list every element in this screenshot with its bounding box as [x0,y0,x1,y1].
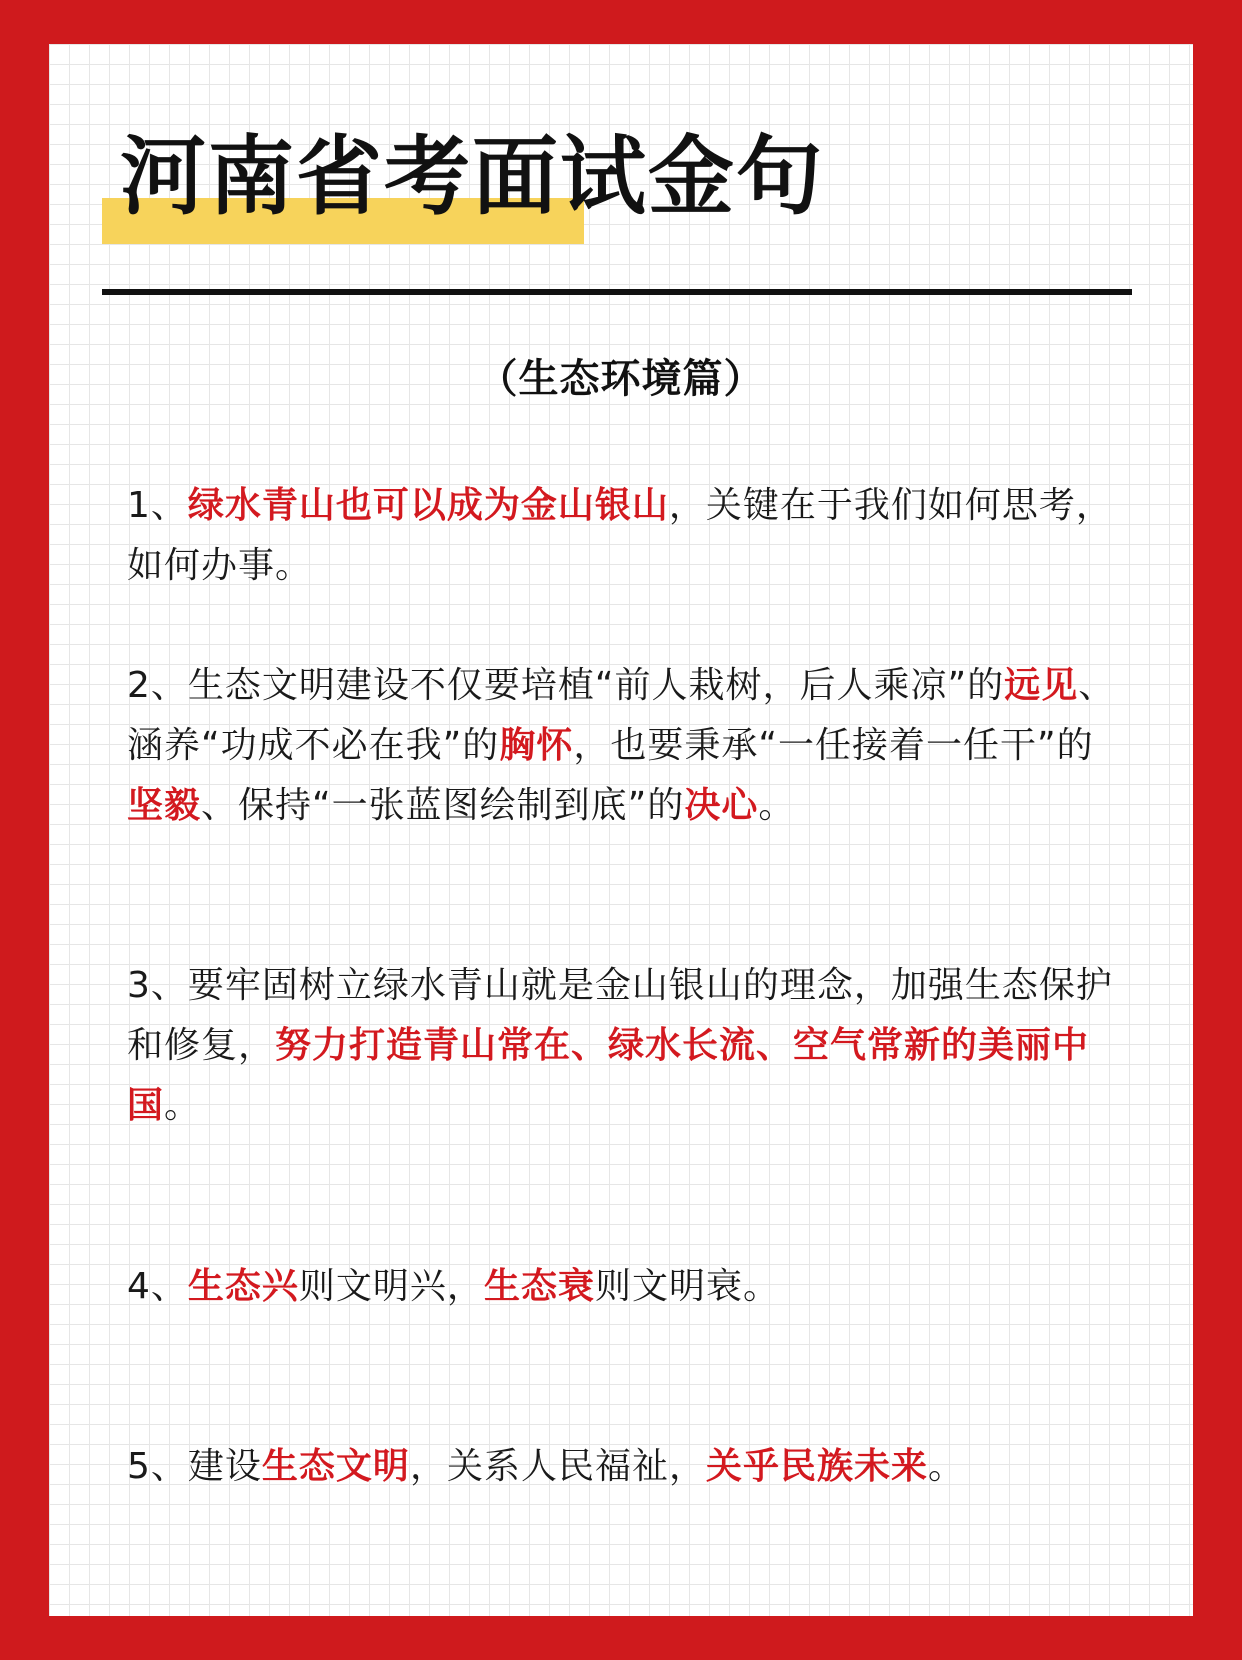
item-text: 建设 [187,1446,262,1487]
item-text: 、保持“一张蓝图绘制到底”的 [201,785,685,826]
highlighted-phrase: 绿水青山也可以成为金山银山 [187,485,669,526]
highlighted-phrase: 努力打造青山常在、绿水长流、空气常新的美丽中国 [127,1025,1090,1126]
item-number: 5、 [127,1446,188,1487]
quote-item-1 [127,476,1127,596]
item-text: 生态文明建设不仅要培植“前人栽树，后人乘凉”的 [187,665,1005,706]
quote-item-2 [127,656,1127,836]
item-text: 、涵养“功成不必在我”的 [127,665,1116,766]
highlighted-phrase: 关乎民族未来 [705,1446,928,1487]
highlighted-phrase: 生态兴 [187,1266,299,1307]
page-title: 河南省考面试金句 [120,127,824,227]
highlighted-phrase: 生态文明 [261,1446,410,1487]
item-number: 1、 [127,485,188,526]
item-text: 则文明兴， [298,1266,484,1307]
highlighted-phrase: 远见 [1004,665,1079,706]
title-block [102,114,1062,254]
item-text: ，关系人民福祉， [409,1446,706,1487]
highlighted-phrase: 胸怀 [499,725,574,766]
page-subtitle: （生态环境篇） [477,356,765,402]
quote-item-3 [127,956,1127,1136]
quote-item-5 [127,1437,1127,1497]
item-text: ，关键在于我们如何思考，如何办事。 [127,485,1113,586]
content-card [49,44,1193,1616]
item-text: ，也要秉承“一任接着一任干”的 [573,725,1094,766]
title-divider [102,289,1132,295]
item-text: 。 [758,785,796,826]
highlighted-phrase: 决心 [684,785,759,826]
item-number: 4、 [127,1266,188,1307]
item-text: 要牢固树立绿水青山就是金山银山的理念，加强生态保护和修复， [127,965,1113,1066]
item-number: 2、 [127,665,188,706]
highlighted-phrase: 生态衰 [483,1266,595,1307]
item-text: 。 [927,1446,965,1487]
item-text: 。 [164,1085,202,1126]
item-number: 3、 [127,965,188,1006]
quote-item-4 [127,1257,1127,1317]
highlighted-phrase: 坚毅 [127,785,202,826]
item-text: 则文明衰。 [594,1266,780,1307]
